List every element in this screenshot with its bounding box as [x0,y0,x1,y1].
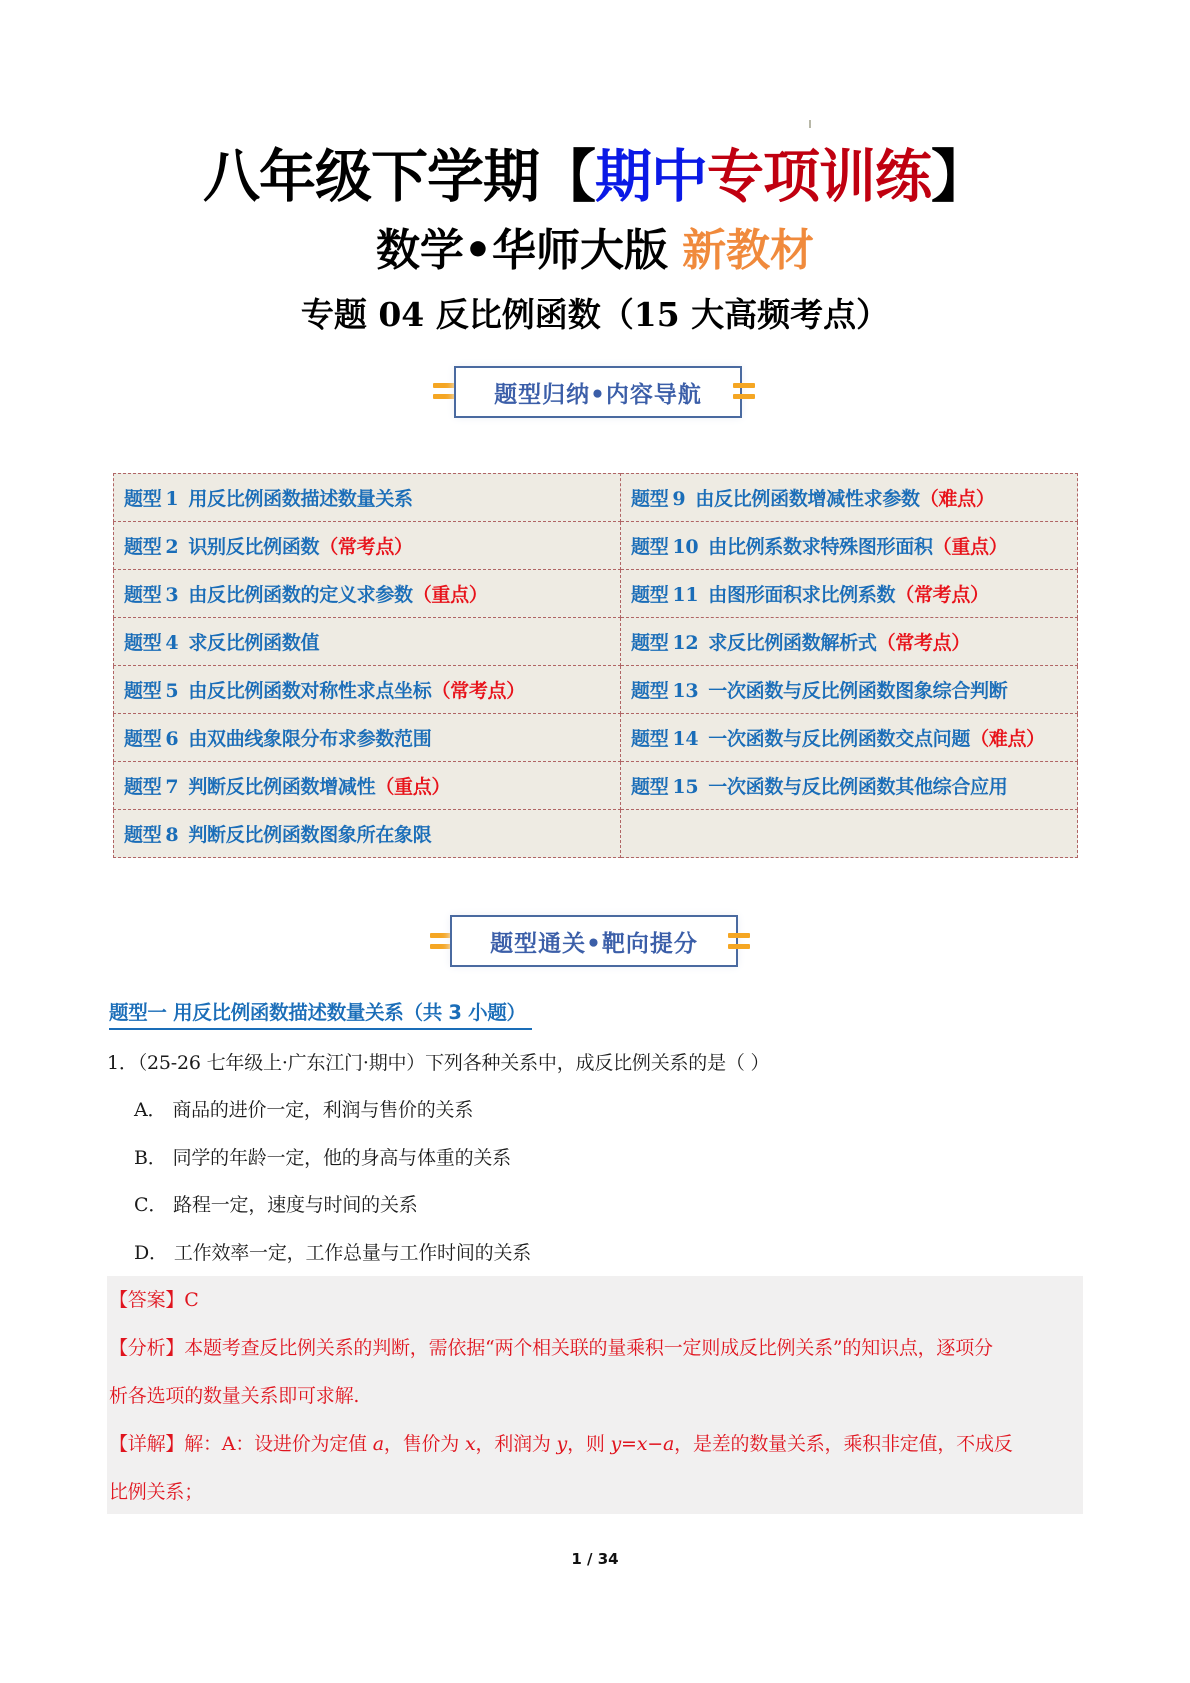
nav-item-8[interactable]: 题型 8 判断反比例函数图象所在象限 [114,810,621,858]
page-number: 1 / 34 [571,1550,619,1568]
nav-item-1[interactable]: 题型 1 用反比例函数描述数量关系 [114,474,621,522]
page-mark [809,120,811,128]
option-a: A． 商品的进价一定，利润与售价的关系 [134,1099,474,1121]
option-c: C． 路程一定，速度与时间的关系 [134,1194,418,1216]
practice-banner [450,915,738,967]
table-row [114,810,1078,858]
detail-line-cont: 比例关系； [109,1481,204,1503]
analysis-line-cont: 析各选项的数量关系即可求解. [109,1385,360,1407]
nav-item-2[interactable]: 题型 2 识别反比例函数（常考点） [114,522,621,570]
nav-banner-text: 题型归纳•内容导航 [494,381,702,408]
nav-item-15[interactable]: 题型 15 一次函数与反比例函数其他综合应用 [621,762,1078,810]
detail-line: 【详解】解：A：设进价为定值 a，售价为 x，利润为 y，则 y=x−a，是差的数量关系，乘积非定值，不成反 [109,1433,1013,1455]
table-row [114,474,1078,522]
nav-item-4[interactable]: 题型 4 求反比例函数值 [114,618,621,666]
title-blue-text: 期中 [595,144,707,210]
question-text: 下列各种关系中，成反比例关系的是（ ） [425,1052,770,1074]
nav-item-12[interactable]: 题型 12 求反比例函数解析式（常考点） [621,618,1078,666]
answer-value: C [184,1289,199,1311]
question-stem [107,1049,769,1077]
document-title [0,142,1190,212]
table-row [114,666,1078,714]
title-suffix: 】 [931,144,987,210]
nav-item-11[interactable]: 题型 11 由图形面积求比例系数（常考点） [621,570,1078,618]
question-source: （25-26 七年级上·广东江门·期中） [137,1052,426,1074]
nav-item-5[interactable]: 题型 5 由反比例函数对称性求点坐标（常考点） [114,666,621,714]
nav-item-empty [621,810,1078,858]
table-row [114,522,1078,570]
analysis-line: 【分析】本题考查反比例关系的判断，需依据“两个相关联的量乘积一定则成反比例关系”的知识点，逐项分 [109,1337,993,1359]
table-row [114,570,1078,618]
nav-banner [454,366,742,418]
nav-item-6[interactable]: 题型 6 由双曲线象限分布求参数范围 [114,714,621,762]
subtitle-highlight: 新教材 [682,225,815,276]
practice-banner-text: 题型通关•靶向提分 [490,930,698,957]
question-number: 1． [107,1052,138,1074]
table-row [114,714,1078,762]
section-heading[interactable]: 题型一 用反比例函数描述数量关系（共 3 小题） [109,998,532,1030]
nav-item-10[interactable]: 题型 10 由比例系数求特殊图形面积（重点） [621,522,1078,570]
title-red-text: 专项训练 [707,144,931,210]
table-row [114,762,1078,810]
equals-icon [430,933,452,949]
subtitle-main: 数学•华师大版 [375,225,669,276]
equals-icon [433,383,455,399]
equals-icon [733,383,755,399]
topic-nav-table [113,473,1078,858]
document-subtitle [0,222,1190,280]
nav-item-14[interactable]: 题型 14 一次函数与反比例函数交点问题（难点） [621,714,1078,762]
table-row [114,618,1078,666]
nav-item-7[interactable]: 题型 7 判断反比例函数增减性（重点） [114,762,621,810]
nav-item-3[interactable]: 题型 3 由反比例函数的定义求参数（重点） [114,570,621,618]
title-prefix: 八年级下学期【 [203,144,595,210]
option-b: B． 同学的年龄一定，他的身高与体重的关系 [134,1147,511,1169]
nav-item-13[interactable]: 题型 13 一次函数与反比例函数图象综合判断 [621,666,1078,714]
option-d: D． 工作效率一定，工作总量与工作时间的关系 [134,1242,532,1264]
equals-icon [728,933,750,949]
answer-line: 【答案】C [109,1289,199,1311]
nav-item-9[interactable]: 题型 9 由反比例函数增减性求参数（难点） [621,474,1078,522]
topic-title: 专题 04 反比例函数（15 大高频考点） [300,295,890,334]
